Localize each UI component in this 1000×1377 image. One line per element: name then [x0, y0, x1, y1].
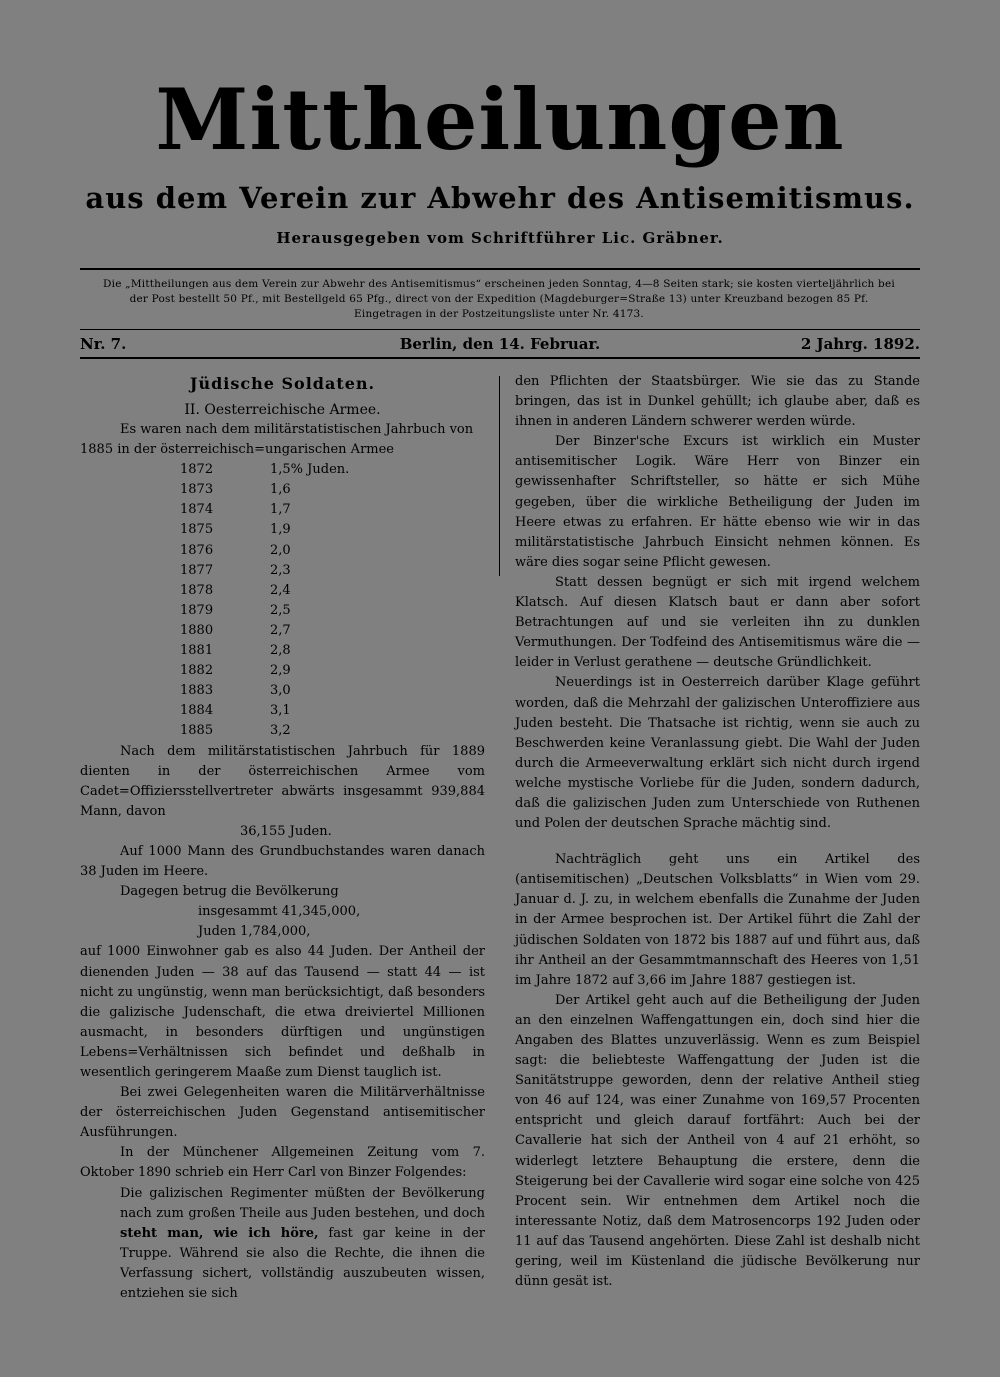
table-row [180, 561, 349, 581]
value-cell: 2,3 [270, 562, 291, 578]
table-row [180, 701, 349, 721]
year-cell: 1883 [180, 683, 214, 699]
year-cell: 1880 [180, 622, 214, 638]
year-cell: 1881 [180, 643, 214, 659]
table-row [180, 601, 349, 621]
year-cell: 1875 [180, 522, 214, 538]
year-cell: 1876 [180, 542, 214, 558]
year-cell: 1877 [180, 562, 214, 578]
newspaper-subtitle: aus dem Verein zur Abwehr des Antisemitismus. [85, 181, 915, 215]
paragraph: den Pflichten der Staatsbürger. Wie sie das zu Stande bringen, das ist in Dunkel gehüllt; ich glaube aber, daß es ihnen in anderen Ländern schwerer werden würde. [515, 374, 920, 430]
value-cell: 2,7 [270, 622, 291, 638]
paragraph: Neuerdings ist in Oesterreich darüber Klage geführt worden, daß die Mehrzahl der galizischen Unteroffiziere aus Juden besteht. Die Thatsache ist richtig, wenn sie auch zu Beschwerden keine Veranlassung giebt. Die Wahl der Juden durch die Armeeverwaltung erklärt sich nicht durch irgend welche mystische Vorliebe für die Juden, sondern dadurch, daß die galizischen Juden zum Unterschiede von Ruthenen und Polen der deutschen Sprache mächtig sind. [515, 675, 920, 832]
table-row [180, 520, 349, 540]
year-table [180, 460, 349, 741]
paragraph: Nach dem militärstatistischen Jahrbuch für 1889 dienten in der österreichischen Armee vom Cadet=Offiziersstellvertreter abwärts insgesammt 939,884 Mann, davon [80, 743, 485, 819]
paragraph: auf 1000 Einwohner gab es also 44 Juden. Der Antheil der dienenden Juden — 38 auf das Tausend — statt 44 — ist nicht zu ungünstig, wenn man berücksichtigt, daß besonders die galizische Judenschaft, die etwa dreiviertel Millionen ausmacht, in besonders dürftigen und ungünstigen Lebens=Verhältnissen sich befindet und deßhalb in wesentlich geringerem Maaße zum Dienst tauglich ist. [80, 944, 485, 1080]
column-divider [499, 376, 500, 576]
article-subtitle: II. Oesterreichische Armee. [184, 402, 381, 418]
article-title: Jüdische Soldaten. [189, 374, 376, 393]
year-cell: 1878 [180, 582, 214, 598]
value-cell: 1,5% Juden. [270, 462, 350, 478]
year-cell: 1873 [180, 482, 214, 498]
value-cell: 3,0 [270, 683, 291, 699]
place-date: Berlin, den 14. Februar. [399, 335, 601, 353]
table-row [180, 681, 349, 701]
value-cell: 3,1 [270, 703, 291, 719]
value-cell: 3,2 [270, 723, 291, 739]
year-cell: 1879 [180, 602, 214, 618]
paragraph: Nachträglich geht uns ein Artikel des (antisemitischen) „Deutschen Volksblatts“ in Wien vom 29. Januar d. J. zu, in welchem ebenfalls die Zunahme der Juden in der Armee besprochen ist. Der Artikel führt die Zahl der jüdischen Soldaten von 1872 bis 1887 auf und führt aus, daß ihr Antheil an der Gesammtmannschaft des Heeres von 1,51 im Jahre 1872 auf 3,66 im Jahre 1887 gestiegen ist. [515, 852, 920, 988]
value-cell: 1,9 [270, 522, 291, 538]
notice-line: der Post bestellt 50 Pf., mit Bestellgeld 65 Pfg., direct von der Expedition (Magdeburger=Straße 13) unter Kreuzband bezogen 85 Pf. [129, 293, 869, 305]
right-column [515, 372, 920, 1292]
paragraph: Bei zwei Gelegenheiten waren die Militärverhältnisse der österreichischen Juden Gegenstand antisemitischer Ausführungen. [80, 1085, 485, 1141]
table-row [180, 460, 349, 480]
year-cell: 1882 [180, 663, 214, 679]
quote [80, 1184, 485, 1305]
left-column [80, 372, 485, 1304]
paragraph: Statt dessen begnügt er sich mit irgend welchem Klatsch. Auf diesen Klatsch baut er dann aber sofort Betrachtungen auf und sie verleiten ihn zu dunklen Vermuthungen. Der Todfeind des Antisemitismus wäre die — leider in Verlust gerathene — deutsche Gründlichkeit. [515, 574, 920, 671]
editor-line: Herausgegeben vom Schriftführer Lic. Gräbner. [276, 229, 724, 247]
table-row [180, 480, 349, 500]
value-cell: 2,9 [270, 663, 291, 679]
notice-line: Die „Mittheilungen aus dem Verein zur Abwehr des Antisemitismus“ erscheinen jeden Sonntag, 4—8 Seiten stark; sie kosten vierteljährlich bei [103, 278, 895, 290]
notice-rule [80, 329, 920, 330]
table-row [180, 581, 349, 601]
value-cell: 2,5 [270, 602, 291, 618]
publication-notice [78, 277, 920, 322]
value-cell: 1,6 [270, 482, 291, 498]
paragraph: 1885 in der österreichisch=ungarischen Armee [80, 442, 394, 458]
year-cell: 1884 [180, 703, 214, 719]
table-row [180, 541, 349, 561]
year-cell: 1885 [180, 723, 214, 739]
paragraph: Auf 1000 Mann des Grundbuchstandes waren danach 38 Juden im Heere. [80, 843, 485, 880]
notice-line: Eingetragen in der Postzeitungsliste unter Nr. 4173. [354, 308, 644, 320]
year-cell: 1872 [180, 462, 214, 478]
value-cell: 1,7 [270, 502, 291, 518]
table-row [180, 641, 349, 661]
table-row [180, 500, 349, 520]
quote-emphasis: steht man, wie ich höre, [120, 1225, 319, 1241]
paragraph: insgesammt 41,345,000, [198, 904, 361, 920]
table-row [180, 621, 349, 641]
dateline-rule [80, 357, 920, 359]
section-gap [515, 834, 920, 850]
paragraph: Der Binzer'sche Excurs ist wirklich ein Muster antisemitischer Logik. Wäre Herr von Binzer ein gewissenhafter Schriftsteller, so hätte er sich Mühe gegeben, über die wirkliche Betheiligung der Juden im Heere etwas zu erfahren. Er hätte ebenso wie wir in das militärstatistische Jahrbuch Einsicht nehmen können. Es wäre dies sogar seine Pflicht gewesen. [515, 434, 920, 570]
newspaper-title: Mittheilungen [155, 70, 845, 169]
table-row [180, 661, 349, 681]
dateline [80, 334, 920, 358]
paragraph: Dagegen betrug die Bevölkerung [120, 884, 339, 900]
paragraph: Der Artikel geht auch auf die Betheiligung der Juden an den einzelnen Waffengattungen ein, doch sind hier die Angaben des Blattes unzuverlässig. Wenn es zum Beispiel sagt: die beliebteste Waffengattung der Juden ist die Sanitätstruppe geworden, denn der relative Antheil stieg von 46 auf 124, was einer Zunahme von 169,57 Procenten entspricht und gleich darauf fortfährt: Auch bei der Cavallerie hat sich der Antheil von 4 auf 21 erhöht, so widerlegt letztere Behauptung die erstere, denn die Steigerung bei der Cavallerie wird sogar eine solche von 425 Procent sein. Wir entnehmen dem Artikel noch die interessante Notiz, daß dem Matrosencorps 192 Juden oder 11 auf das Tausend angehörten. Diese Zahl ist deshalb nicht gering, weil im Küstenland die jüdische Bevölkerung nur dünn gesät ist. [515, 992, 920, 1290]
value-cell: 2,8 [270, 643, 291, 659]
volume-year: 2 Jahrg. 1892. [800, 335, 920, 353]
paragraph: Es waren nach dem militärstatistischen Jahrbuch von [120, 422, 474, 437]
paragraph: Juden 1,784,000, [198, 924, 311, 940]
paragraph: In der Münchener Allgemeinen Zeitung vom 7. Oktober 1890 schrieb ein Herr Carl von Binzer Folgendes: [80, 1145, 485, 1181]
top-rule [80, 268, 920, 270]
table-row [180, 721, 349, 741]
issue-number: Nr. 7. [80, 335, 127, 353]
quote-text: Die galizischen Regimenter müßten der Bevölkerung nach zum großen Theile aus Juden bestehen, und doch [120, 1185, 485, 1221]
value-cell: 2,4 [270, 582, 291, 598]
quote-text: fast gar keine in der Truppe. Während sie also die Rechte, die ihnen die Verfassung sichert, vollständig auszubeuten wissen, entziehen sie sich [120, 1225, 485, 1302]
paragraph: 36,155 Juden. [240, 823, 332, 839]
year-cell: 1874 [180, 502, 214, 518]
masthead [0, 70, 1000, 248]
value-cell: 2,0 [270, 542, 291, 558]
